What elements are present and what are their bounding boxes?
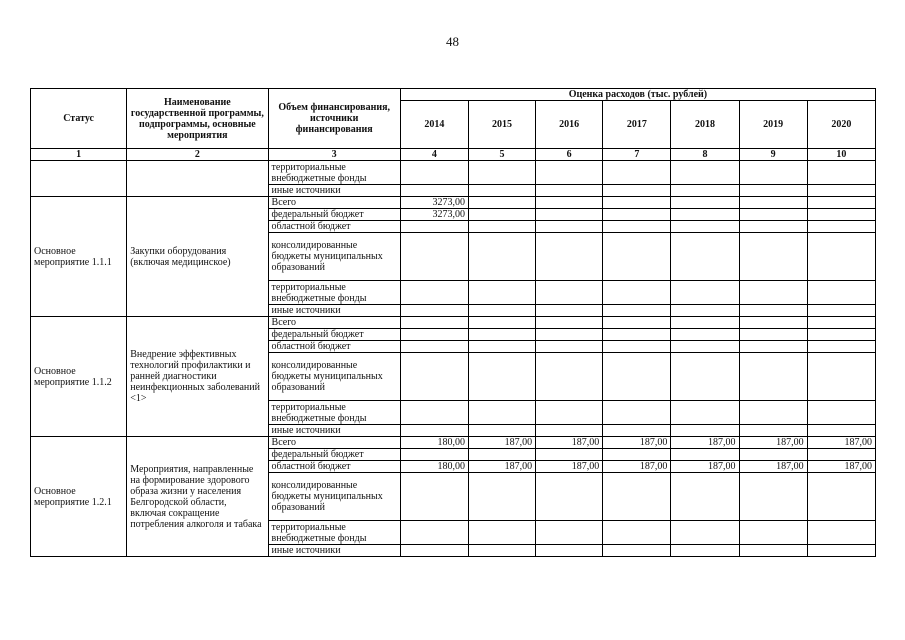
expense-value <box>603 209 671 221</box>
expense-value <box>603 473 671 521</box>
expense-value <box>536 521 603 545</box>
expense-value <box>671 233 739 281</box>
expense-value: 3273,00 <box>400 209 468 221</box>
expense-value <box>739 281 807 305</box>
expense-value <box>671 401 739 425</box>
column-number: 3 <box>268 149 400 161</box>
expense-value <box>536 425 603 437</box>
expense-value <box>807 425 875 437</box>
expense-value <box>739 305 807 317</box>
expense-value: 187,00 <box>739 461 807 473</box>
expense-value <box>400 185 468 197</box>
expense-value <box>468 473 535 521</box>
expense-value <box>400 161 468 185</box>
expense-value <box>807 545 875 557</box>
table-row <box>31 161 876 185</box>
funding-source: областной бюджет <box>268 461 400 473</box>
column-number: 2 <box>127 149 268 161</box>
expense-value <box>536 329 603 341</box>
expense-value <box>603 401 671 425</box>
expense-value <box>603 305 671 317</box>
expense-value: 187,00 <box>468 437 535 449</box>
expense-value <box>400 233 468 281</box>
expense-value <box>468 329 535 341</box>
page-number: 48 <box>446 34 459 49</box>
expense-value <box>400 401 468 425</box>
header-program-name: Наименование государственной программы, подпрограммы, основные мероприятия <box>127 89 268 149</box>
expense-value <box>807 221 875 233</box>
header-year: 2020 <box>807 101 875 149</box>
measure-name-cell: Внедрение эффективных технологий профилактики и ранней диагностики неинфекционных заболеваний <1> <box>127 317 268 437</box>
expense-value <box>536 197 603 209</box>
expense-value <box>468 521 535 545</box>
expense-value <box>468 197 535 209</box>
column-number: 5 <box>468 149 535 161</box>
expense-value <box>603 329 671 341</box>
expense-value <box>807 521 875 545</box>
expense-value: 187,00 <box>536 461 603 473</box>
expense-value <box>400 305 468 317</box>
expense-value <box>671 329 739 341</box>
funding-source: иные источники <box>268 305 400 317</box>
expense-value <box>671 281 739 305</box>
expense-value <box>468 449 535 461</box>
expense-value <box>739 401 807 425</box>
expense-value <box>739 425 807 437</box>
funding-source: территориальные внебюджетные фонды <box>268 401 400 425</box>
expense-value <box>400 341 468 353</box>
funding-source: областной бюджет <box>268 341 400 353</box>
expense-value <box>468 425 535 437</box>
expense-value: 187,00 <box>603 437 671 449</box>
expense-value <box>468 545 535 557</box>
funding-source: территориальные внебюджетные фонды <box>268 521 400 545</box>
expense-value <box>671 317 739 329</box>
expense-value <box>536 305 603 317</box>
expense-value <box>807 401 875 425</box>
funding-source: территориальные внебюджетные фонды <box>268 281 400 305</box>
expense-value <box>536 317 603 329</box>
expense-value <box>603 281 671 305</box>
header-estimate: Оценка расходов (тыс. рублей) <box>400 89 875 101</box>
status-cell: Основное мероприятие 1.2.1 <box>31 437 127 557</box>
expense-value <box>468 305 535 317</box>
expense-value: 180,00 <box>400 437 468 449</box>
expense-value: 187,00 <box>739 437 807 449</box>
column-number: 8 <box>671 149 739 161</box>
funding-source: федеральный бюджет <box>268 329 400 341</box>
expense-value: 187,00 <box>671 437 739 449</box>
expense-value <box>671 161 739 185</box>
expense-value <box>671 209 739 221</box>
expense-value: 187,00 <box>468 461 535 473</box>
column-number: 4 <box>400 149 468 161</box>
expense-value <box>807 473 875 521</box>
column-number: 6 <box>536 149 603 161</box>
header-year: 2016 <box>536 101 603 149</box>
column-numbers-row <box>31 149 876 161</box>
header-row <box>31 89 876 101</box>
expense-value <box>400 545 468 557</box>
expense-value <box>468 221 535 233</box>
header-year: 2015 <box>468 101 535 149</box>
expense-value <box>739 521 807 545</box>
expenditure-table <box>30 88 876 557</box>
measure-name-cell: Закупки оборудования (включая медицинское) <box>127 197 268 317</box>
expense-value <box>603 449 671 461</box>
expense-value <box>536 209 603 221</box>
measure-name-cell: Мероприятия, направленные на формирование здорового образа жизни у населения Белгородской области, включая сокращение потребления алкоголя и табака <box>127 437 268 557</box>
expense-value <box>603 197 671 209</box>
expense-value <box>671 221 739 233</box>
expense-value <box>400 449 468 461</box>
expense-value <box>400 329 468 341</box>
column-number: 9 <box>739 149 807 161</box>
expense-value <box>739 449 807 461</box>
status-cell: Основное мероприятие 1.1.2 <box>31 317 127 437</box>
expense-value <box>536 221 603 233</box>
expense-value <box>739 329 807 341</box>
funding-source: федеральный бюджет <box>268 209 400 221</box>
expense-value <box>671 197 739 209</box>
expense-value <box>603 545 671 557</box>
expense-value: 187,00 <box>603 461 671 473</box>
expense-value <box>536 353 603 401</box>
expense-value <box>400 317 468 329</box>
status-cell: Основное мероприятие 1.1.1 <box>31 197 127 317</box>
funding-source: консолидированные бюджеты муниципальных образований <box>268 353 400 401</box>
expense-value <box>603 317 671 329</box>
expense-value <box>671 353 739 401</box>
header-year: 2017 <box>603 101 671 149</box>
funding-source: Всего <box>268 437 400 449</box>
expense-value <box>807 353 875 401</box>
expense-value <box>807 341 875 353</box>
expense-value <box>739 545 807 557</box>
expense-value <box>603 353 671 401</box>
header-year: 2019 <box>739 101 807 149</box>
expense-value <box>536 401 603 425</box>
expense-value <box>603 425 671 437</box>
expense-value <box>807 233 875 281</box>
funding-source: Всего <box>268 197 400 209</box>
expense-value <box>671 305 739 317</box>
funding-source: областной бюджет <box>268 221 400 233</box>
expense-value <box>603 233 671 281</box>
expense-value <box>468 233 535 281</box>
expense-value: 187,00 <box>807 437 875 449</box>
expense-value <box>468 341 535 353</box>
expense-value <box>807 449 875 461</box>
expense-value <box>739 233 807 281</box>
table-row <box>31 197 876 209</box>
expense-value <box>400 281 468 305</box>
expense-value <box>536 341 603 353</box>
expense-value <box>603 161 671 185</box>
expense-value: 187,00 <box>807 461 875 473</box>
expense-value <box>536 281 603 305</box>
expense-value <box>536 473 603 521</box>
expense-value: 3273,00 <box>400 197 468 209</box>
expense-value <box>400 473 468 521</box>
expense-value <box>671 473 739 521</box>
expense-value <box>739 197 807 209</box>
expense-value <box>603 221 671 233</box>
expense-value <box>671 449 739 461</box>
expense-value <box>739 161 807 185</box>
expense-value <box>671 185 739 197</box>
expense-value <box>739 221 807 233</box>
expense-value <box>807 185 875 197</box>
column-number: 10 <box>807 149 875 161</box>
header-year: 2018 <box>671 101 739 149</box>
funding-source: консолидированные бюджеты муниципальных образований <box>268 473 400 521</box>
status-cell-empty <box>31 161 127 197</box>
expense-value <box>807 209 875 221</box>
expense-value <box>400 221 468 233</box>
expense-value <box>807 161 875 185</box>
expense-value <box>536 449 603 461</box>
expense-value <box>739 317 807 329</box>
expense-value <box>739 353 807 401</box>
funding-source: территориальные внебюджетные фонды <box>268 161 400 185</box>
expense-value <box>807 317 875 329</box>
expense-value <box>739 341 807 353</box>
expense-value <box>739 209 807 221</box>
expense-value: 187,00 <box>536 437 603 449</box>
expense-value <box>739 473 807 521</box>
expense-value <box>807 197 875 209</box>
expense-value <box>536 233 603 281</box>
expense-value <box>468 281 535 305</box>
expense-value <box>400 425 468 437</box>
funding-source: Всего <box>268 317 400 329</box>
expense-value <box>400 353 468 401</box>
expense-value <box>603 341 671 353</box>
table-row <box>31 317 876 329</box>
funding-source: иные источники <box>268 425 400 437</box>
expense-value <box>671 341 739 353</box>
name-cell-empty <box>127 161 268 197</box>
expense-value <box>739 185 807 197</box>
expense-value <box>807 305 875 317</box>
table-row <box>31 437 876 449</box>
expense-value <box>671 545 739 557</box>
expense-value <box>468 209 535 221</box>
funding-source: иные источники <box>268 545 400 557</box>
expense-value <box>536 161 603 185</box>
expense-value: 187,00 <box>671 461 739 473</box>
expense-value <box>603 521 671 545</box>
expense-value <box>671 425 739 437</box>
expense-value <box>468 317 535 329</box>
column-number: 1 <box>31 149 127 161</box>
expense-value <box>671 521 739 545</box>
expense-value <box>536 545 603 557</box>
funding-source: федеральный бюджет <box>268 449 400 461</box>
expense-value <box>400 521 468 545</box>
header-funding: Объем финансирования, источники финансирования <box>268 89 400 149</box>
expense-value <box>807 281 875 305</box>
expense-value <box>468 353 535 401</box>
expense-value <box>603 185 671 197</box>
expense-value <box>807 329 875 341</box>
expense-value: 180,00 <box>400 461 468 473</box>
expense-value <box>536 185 603 197</box>
expense-value <box>468 401 535 425</box>
expense-value <box>468 161 535 185</box>
expense-value <box>468 185 535 197</box>
funding-source: консолидированные бюджеты муниципальных образований <box>268 233 400 281</box>
funding-source: иные источники <box>268 185 400 197</box>
header-status: Статус <box>31 89 127 149</box>
column-number: 7 <box>603 149 671 161</box>
header-year: 2014 <box>400 101 468 149</box>
